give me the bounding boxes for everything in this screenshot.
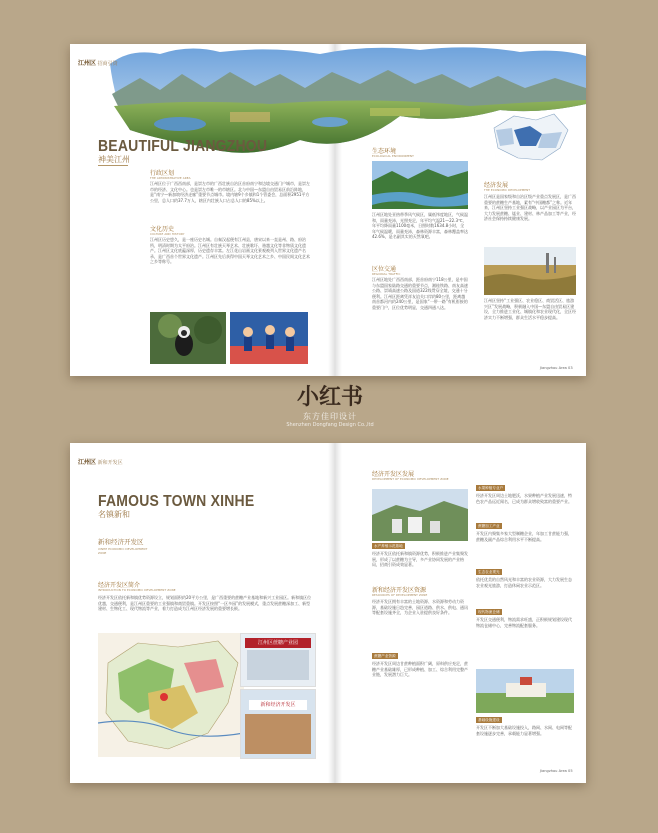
zone-title: 新和经济开发区 bbox=[98, 538, 144, 546]
zone-subtitle: XINHE ECONOMIC DEVELOPMENT ZONE bbox=[98, 547, 148, 555]
section-body-culture: 江州区历史悠久，是一座历史名城。自秦汉起便有江州县，唐宋以来一直是州、路、府治所，明清时期为太平府治。江州区有壮族天琴艺术、壮族歌圩、骆越文化等非物质文化遗产。江州区文化底蕴深厚，历史遗存丰富。左江花山岩画文化景观被列入世界文化遗产名录，是广西首个世界文化遗产。江州区先后获得中国天琴文化艺术之乡、中国民间文化艺术之乡等称号。 bbox=[150, 237, 310, 265]
page-number bbox=[540, 366, 573, 370]
page-number-value: 05 bbox=[568, 769, 573, 773]
section-body-traffic: 江州区地处广西西南部，距首府南宁118公里，是中国与东盟国家陆路交通的重要节点，湘桂铁路、南友高速公路、崇靖高速公路及国道322线贯穿全境，交通十分便利。江州区距离凭祥友谊关口岸约80公里，距离越南首都河内约240公里，是国家“一带一路”有机衔接的重要门户，区位优势明显，交通四通八达。 bbox=[372, 277, 468, 310]
header-text: 新和开发区 bbox=[97, 460, 123, 466]
section-sub-culture: CULTURE AND HISTORY bbox=[150, 232, 185, 236]
section-body-eco: 江州区地处亚热带季风气候区，属低纬度地区，气候温和，雨量充沛，光照充足，年平均气温21—22.3℃，年平均降雨量1100毫米，日照时数1634.8小时，全年气候温暖，雨量充沛，森林资源丰富，森林覆盖率达42.6%，是名副其实的天然氧吧。 bbox=[372, 212, 468, 240]
building-photo-2 bbox=[240, 689, 316, 759]
section-sub-resources: RESOURCES OF DEVELOPMENT ZONE bbox=[372, 593, 428, 597]
page-number-value: 03 bbox=[568, 366, 573, 370]
side-tag-5: 基础设施建设 bbox=[478, 718, 500, 722]
header-brand: 江州区 bbox=[78, 60, 97, 67]
page-number bbox=[540, 769, 573, 773]
side-body-3: 依托优美的自然风光和丰富的农业资源，大力发展生态农业观光旅游，打造休闲农业示范区。 bbox=[476, 577, 572, 588]
page-title-cn: 名镇新和 bbox=[98, 510, 130, 519]
watermark bbox=[230, 380, 430, 440]
sugarcane-photo bbox=[484, 247, 576, 295]
side-tag-1: 水果种植专业户 bbox=[478, 486, 504, 490]
town-photo bbox=[372, 489, 468, 541]
section-title-intro: 经济开发区简介 bbox=[98, 582, 141, 589]
page-title: BEAUTIFUL JIANGZHOU bbox=[98, 136, 268, 155]
watermark-text: 东方佳印设计 bbox=[303, 412, 357, 421]
park-photo bbox=[476, 669, 574, 713]
map-caption: 江州区蔗糖产业园 bbox=[245, 638, 311, 648]
header-text: 招商引资 bbox=[97, 61, 118, 67]
tag-sugar: 蔗糖产业资源 bbox=[374, 654, 396, 658]
section-title-admin: 行政区划 bbox=[150, 170, 175, 177]
monkey-photo bbox=[150, 312, 226, 364]
watermark-logo: 小红书 bbox=[296, 384, 363, 410]
section-sub-eco: ECOLOGICAL ENVIRONMENT bbox=[372, 154, 414, 158]
footer-text: Jiangzhou Area bbox=[540, 769, 567, 773]
section-sub-economy: THE ECONOMIC DEVELOPMENT bbox=[484, 188, 531, 192]
brochure-spread-jiangzhou bbox=[70, 44, 586, 376]
section-sub-intro: INTRODUCTION TO ECONOMIC DEVELOPMENT ZONE bbox=[98, 588, 176, 592]
section-body-dev: 经济开发区依托新和镇资源优势，积极推进产业集聚发展，形成了以蔗糖为主导，多产业协同发展的产业格局，招商引资成效显著。 bbox=[372, 551, 468, 568]
watermark-sub: Shenzhen Dongfang Design Co.,ltd bbox=[286, 422, 374, 428]
section-title-resources: 新和经济开发区资源 bbox=[372, 587, 427, 594]
side-body-2: 开发区内聚集多家大型制糖企业，年加工甘蔗能力强，蔗糖及副产品综合利用水平不断提高。 bbox=[476, 531, 572, 542]
side-tag-4: 现代物流仓储 bbox=[478, 610, 500, 614]
section-body-resources: 经济开发区拥有丰富的土地资源、水资源和劳动力资源，基础设施日趋完善，园区道路、供水、供电、通讯等配套设施齐全，为企业入驻提供良好条件。 bbox=[372, 599, 468, 616]
section-body-sugar: 经济开发区周边甘蔗种植面积广阔，原料供应充足，蔗糖产业基础雄厚，已形成种植、加工、综合利用完整产业链，发展潜力巨大。 bbox=[372, 661, 468, 678]
title-rule bbox=[98, 165, 128, 166]
section-title-traffic: 区位交通 bbox=[372, 266, 397, 273]
river-photo bbox=[372, 161, 468, 209]
section-body-economy-2: 江州区坚持“工业强区、农业稳区、商贸活区、旅游兴区”发展战略，积极融入中国—东盟自由贸易区建设，全力推进工业化、城镇化和农业现代化，全区经济实力不断增强，群众生活水平稳步提高。 bbox=[484, 298, 576, 320]
header-mark bbox=[78, 457, 123, 466]
side-body-5: 开发区不断加大基础设施投入，路网、水网、电网等配套设施逐步完善，承载能力显著增强。 bbox=[476, 725, 572, 736]
header-mark bbox=[78, 58, 118, 67]
section-body-economy: 江州区是国家级和自治区级产业重点发展区，是广西重要的蔗糖生产基地，素有“中国糖都”之称。近年来，江州区坚持工业强区战略，以产业园区为平台，大力发展蔗糖、锰业、建材、林产品加工等产业，经济社会保持持续健康发展。 bbox=[484, 194, 576, 222]
building-photo-1 bbox=[240, 633, 316, 687]
zone-sign: 新和经济开发区 bbox=[249, 700, 307, 710]
page-title: FAMOUS TOWN XINHE bbox=[98, 491, 255, 510]
district-map bbox=[98, 633, 244, 757]
side-body-4: 开发区交通便利，物流需求旺盛，正积极规划建设现代物流仓储中心，完善物流配套服务。 bbox=[476, 617, 572, 628]
section-title-economy: 经济发展 bbox=[484, 182, 509, 189]
header-brand: 江州区 bbox=[78, 459, 97, 466]
side-tag-2: 蔗糖加工产业 bbox=[478, 524, 500, 528]
side-tag-3: 生态农业观光 bbox=[478, 570, 500, 574]
spine-shadow bbox=[328, 443, 342, 783]
section-sub-dev: DEVELOPMENT OF ECONOMIC DEVELOPMENT ZONE bbox=[372, 477, 449, 481]
section-sub-traffic: REGIONAL TRAFFIC bbox=[372, 272, 401, 276]
side-body-1: 经济开发区周边土地肥沃，水果种植产业发展迅速，特色农产品远近闻名，已成为群众增收致富的重要产业。 bbox=[476, 493, 572, 504]
tag-aquaculture: 水产养殖示范基地 bbox=[374, 544, 403, 548]
page-title-cn: 神美江州 bbox=[98, 155, 130, 164]
section-title-culture: 文化历史 bbox=[150, 226, 175, 233]
section-title-dev: 经济开发区发展 bbox=[372, 471, 415, 478]
brochure-spread-xinhe bbox=[70, 443, 586, 783]
section-body-intro: 经济开发区依托新和镇优势资源设立，规划面积约20平方公里，是广西重要的蔗糖产业基地和新兴工业园区。新和镇区位优越，交通便利，是江州区重要的工业强镇和商贸重镇。开发区按照“一区多园”的发展模式，重点发展蔗糖深加工、新型建材、生物化工、现代物流等产业，着力打造成为江州区经济发展的重要增长极。 bbox=[98, 595, 312, 612]
footer-text: Jiangzhou Area bbox=[540, 366, 567, 370]
dance-photo bbox=[230, 312, 308, 364]
section-body-admin: 江州区位于广西西南部，是崇左市的广西壮族自治区首府南宁和边境交通门户城市，是崇左市的经济、文化中心。也是崇左市唯一的市辖区。北与中国—东盟自由贸易区前沿阵地，是“南宁—新加坡经济走廊”重要节点城市。境内辖9个乡镇和1个管委会，总面积2951平方公里，总人口约37.7万人，辖区内壮族人口占总人口的85%以上。 bbox=[150, 181, 310, 203]
section-sub-admin: THE ADMINISTRATIVE AREA bbox=[150, 176, 191, 180]
region-map bbox=[484, 108, 572, 166]
section-title-eco: 生态环境 bbox=[372, 148, 397, 155]
